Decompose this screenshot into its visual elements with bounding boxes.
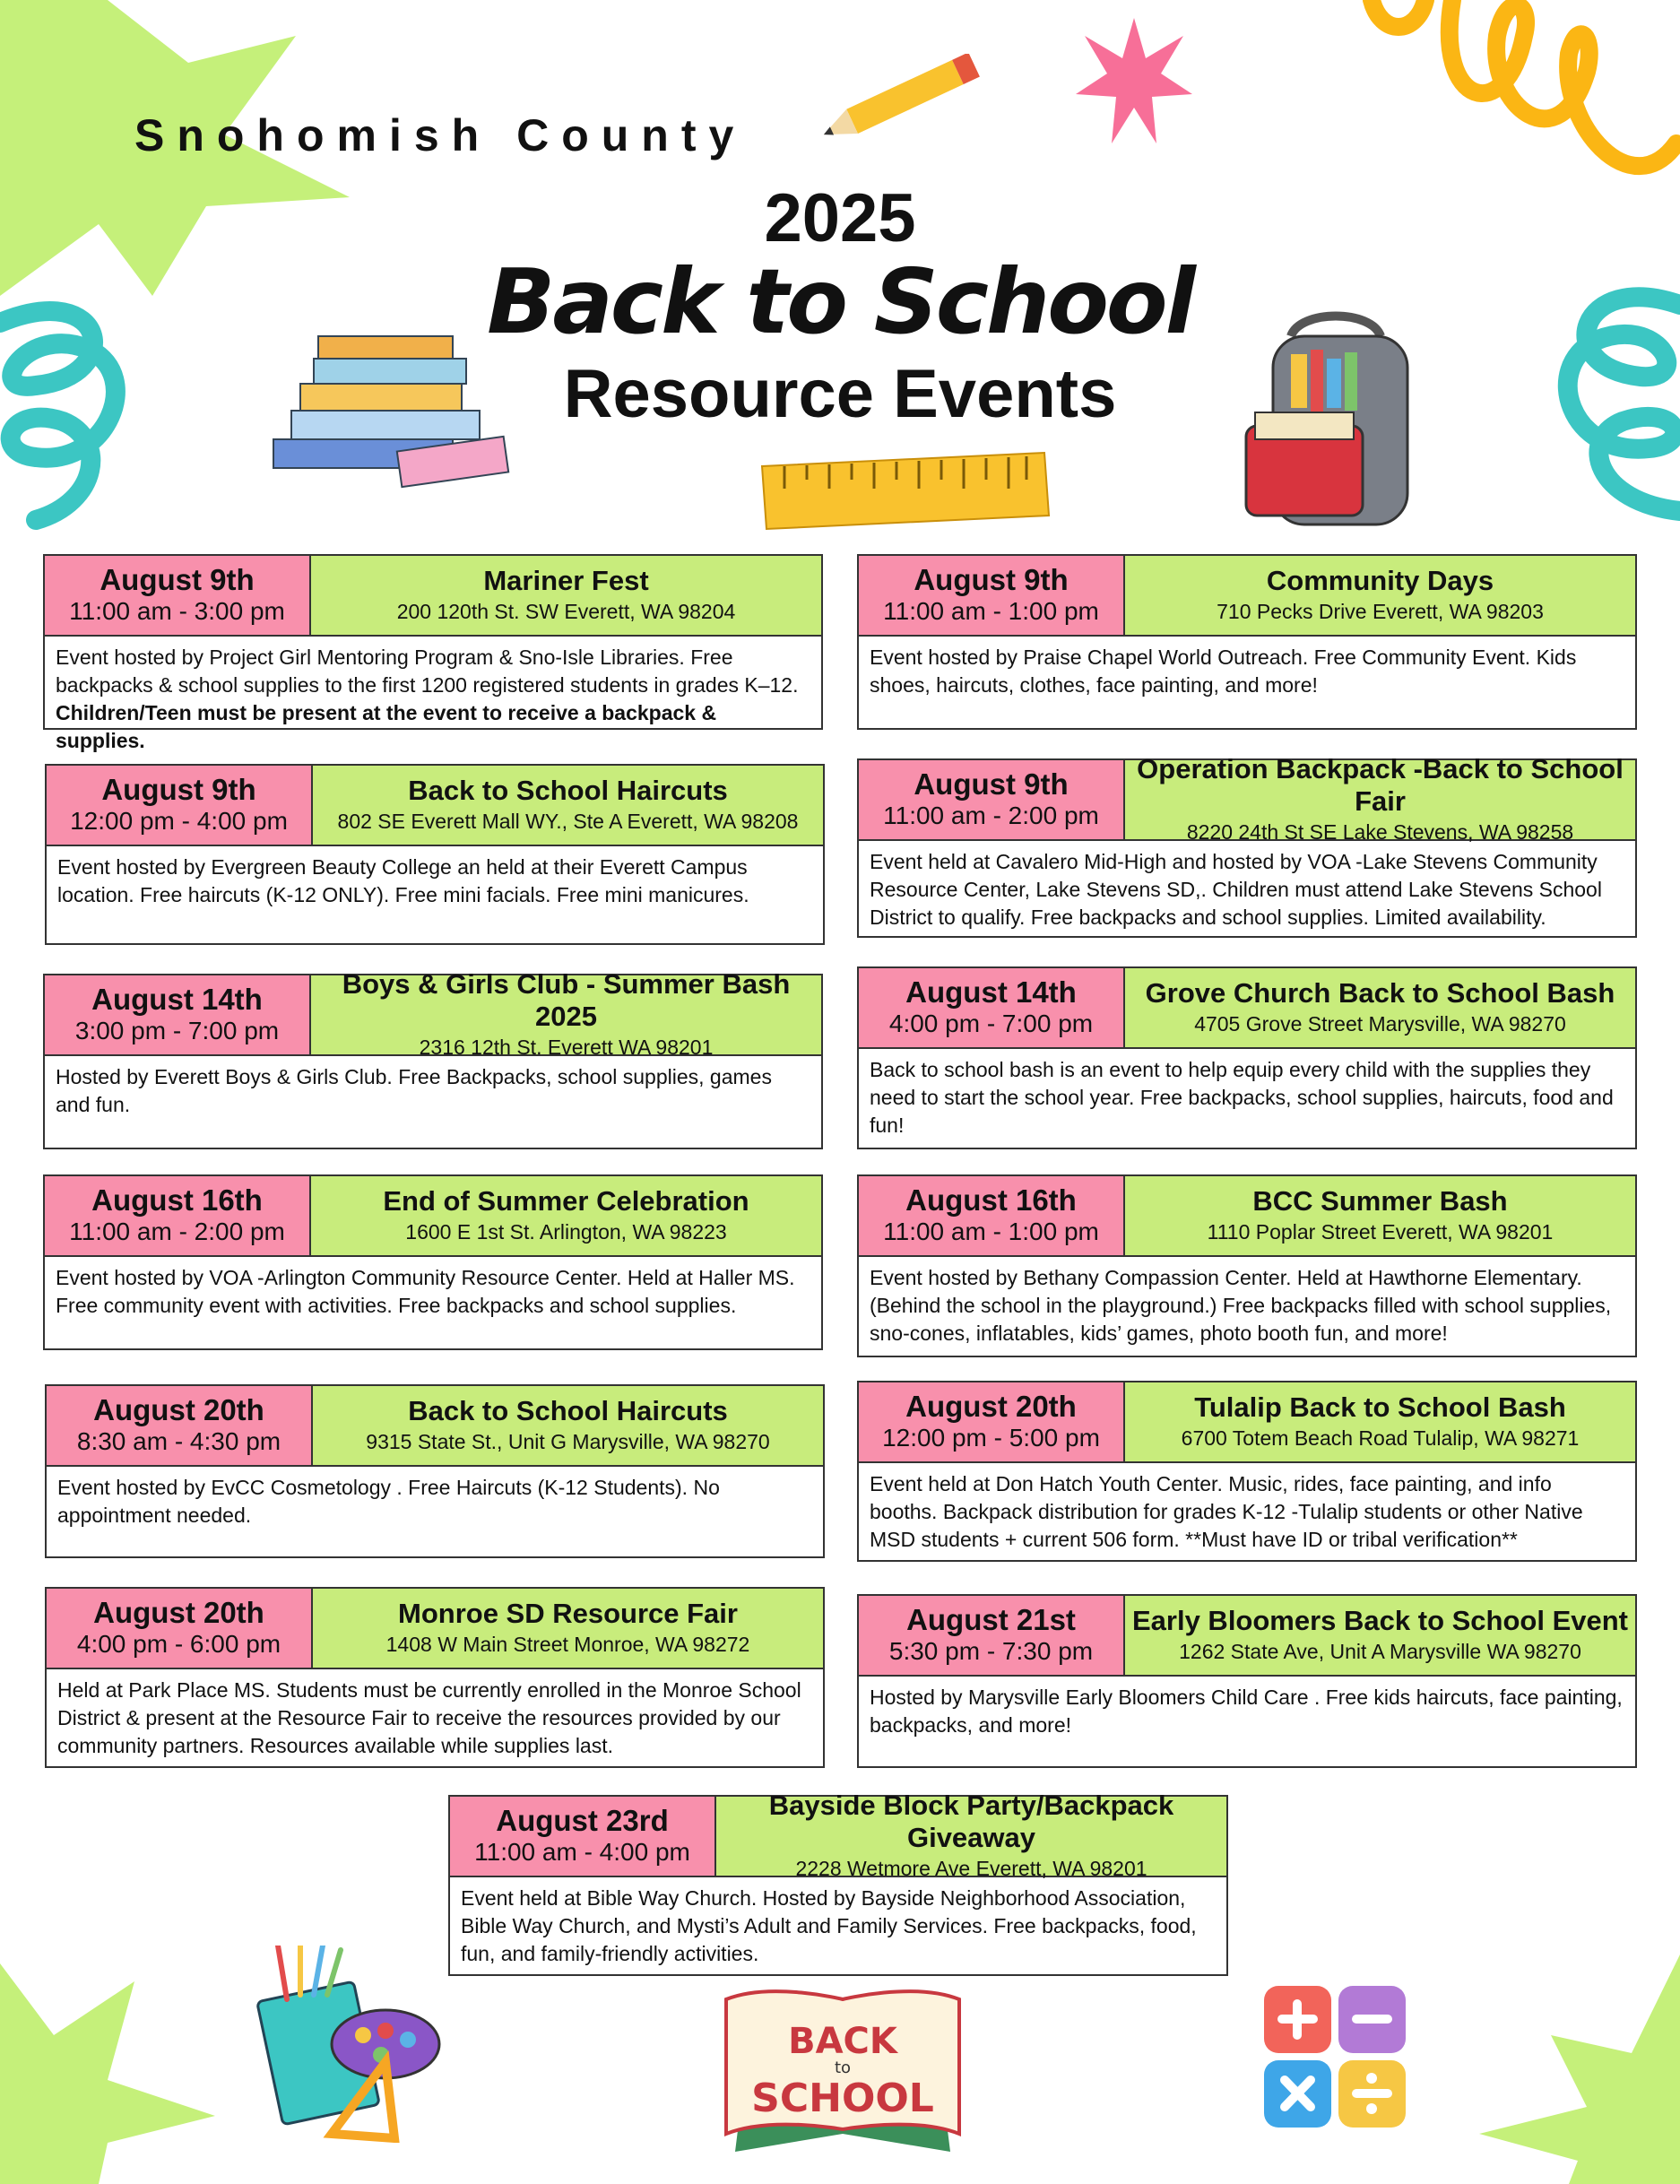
event-card xyxy=(857,554,1637,730)
event-name: BCC Summer Bash xyxy=(1252,1185,1508,1217)
event-address: 8220 24th St SE Lake Stevens, WA 98258 xyxy=(1186,820,1574,844)
event-address: 1408 W Main Street Monroe, WA 98272 xyxy=(385,1633,750,1656)
event-description: Held at Park Place MS. Students must be currently enrolled in the Monroe School District & present at the Resource Fair to receive the resources provided by our community partners. Resources available while supplies last. xyxy=(57,1678,801,1757)
event-address: 1600 E 1st St. Arlington, WA 98223 xyxy=(405,1220,727,1244)
event-address: 6700 Totem Beach Road Tulalip, WA 98271 xyxy=(1181,1426,1580,1450)
event-requirement: Children/Teen must be present at the event to receive a backpack & supplies. xyxy=(56,701,717,752)
page-subtitle: Resource Events xyxy=(563,356,1117,432)
event-date: August 20th xyxy=(93,1596,264,1629)
math-symbols-icon xyxy=(1260,1981,1412,2134)
event-card xyxy=(857,1594,1637,1768)
event-card xyxy=(43,1174,823,1350)
county-name: Snohomish County xyxy=(134,110,747,160)
event-time: 11:00 am - 2:00 pm xyxy=(69,1218,285,1245)
event-time: 4:00 pm - 7:00 pm xyxy=(888,1010,1094,1037)
event-time: 8:30 am - 4:30 pm xyxy=(76,1427,281,1455)
event-name: Back to School Haircuts xyxy=(408,775,728,806)
event-time: 11:00 am - 3:00 pm xyxy=(69,597,285,625)
event-name: End of Summer Celebration xyxy=(383,1185,749,1217)
event-name: Early Bloomers Back to School Event xyxy=(1131,1605,1628,1636)
event-address: 2316 12th St. Everett WA 98201 xyxy=(419,1036,714,1059)
event-address: 9315 State St., Unit G Marysville, WA 98270 xyxy=(366,1430,770,1453)
event-card xyxy=(857,1381,1637,1562)
event-description: Event hosted by EvCC Cosmetology . Free Haircuts (K-12 Students). No appointment needed. xyxy=(57,1476,720,1527)
event-time: 11:00 am - 1:00 pm xyxy=(883,1218,1099,1245)
event-name: Operation Backpack -Back to School Fair xyxy=(1137,753,1624,817)
event-time: 4:00 pm - 6:00 pm xyxy=(76,1630,281,1658)
event-name: Community Days xyxy=(1266,565,1494,596)
event-time: 3:00 pm - 7:00 pm xyxy=(74,1017,280,1044)
event-description: Back to school bash is an event to help equip every child with the supplies they need to start the school year. Free backpacks, school supplies, haircuts, food and fun! xyxy=(870,1058,1614,1137)
event-date: August 21st xyxy=(906,1603,1076,1636)
event-name: Grove Church Back to School Bash xyxy=(1145,977,1615,1009)
event-name: Back to School Haircuts xyxy=(408,1395,728,1426)
event-address: 2228 Wetmore Ave Everett, WA 98201 xyxy=(795,1857,1147,1880)
event-card xyxy=(857,1174,1637,1357)
event-date: August 16th xyxy=(91,1183,263,1217)
back-to-school-badge-icon xyxy=(717,1981,968,2161)
event-date: August 9th xyxy=(914,767,1069,801)
event-name: Mariner Fest xyxy=(483,565,649,596)
event-address: 710 Pecks Drive Everett, WA 98203 xyxy=(1217,600,1544,623)
event-name: Bayside Block Party/Backpack Giveaway xyxy=(768,1790,1174,1853)
event-card xyxy=(43,554,823,752)
event-description: Event held at Cavalero Mid-High and hosted by VOA -Lake Stevens Community Resource Center, Lake Stevens SD,. Children must attend Lake Stevens School District to qualify. Free backpacks and school supplies. Limited availability. xyxy=(870,850,1602,929)
decor-bottom-right-star xyxy=(1452,1954,1680,2184)
event-date: August 9th xyxy=(101,773,256,806)
event-card xyxy=(448,1790,1228,1976)
event-description: Event hosted by Evergreen Beauty College an held at their Everett Campus location. Free haircuts (K-12 ONLY). Free mini facials. Free mini manicures. xyxy=(57,855,749,906)
event-time: 12:00 pm - 4:00 pm xyxy=(70,807,288,835)
badge-text-to: to xyxy=(834,2058,852,2077)
event-date: August 14th xyxy=(91,983,263,1016)
school-supplies-icon xyxy=(251,1946,448,2143)
page-title: Back to School xyxy=(487,249,1193,354)
event-time: 12:00 pm - 5:00 pm xyxy=(882,1424,1100,1452)
event-description: Event hosted by Bethany Compassion Center. Held at Hawthorne Elementary. (Behind the school in the playground.) Free backpacks filled with school supplies, sno-cones, inflatables, kids’ games, photo booth fun, and more! xyxy=(870,1266,1612,1345)
event-description: Event held at Don Hatch Youth Center. Music, rides, face painting, and info booths. Backpack distribution for grades K-12 -Tulalip students or other Native MSD students + current 506 form. **Must have ID or tribal verification** xyxy=(870,1472,1583,1551)
pencil-icon xyxy=(811,54,991,143)
ruler-icon xyxy=(758,448,1053,533)
event-address: 200 120th St. SW Everett, WA 98204 xyxy=(396,600,736,623)
event-description: Event hosted by VOA -Arlington Community Resource Center. Held at Haller MS. Free community event with activities. Free backpacks and school supplies. xyxy=(56,1266,795,1317)
decor-pink-star xyxy=(1076,18,1192,152)
event-card xyxy=(45,1384,825,1558)
event-card xyxy=(857,753,1637,938)
event-card xyxy=(43,968,823,1149)
event-description: Event held at Bible Way Church. Hosted by Bayside Neighborhood Association, Bible Way Church, and Mysti’s Adult and Family Services. Free backpacks, food, fun, and family-friendly activities. xyxy=(461,1886,1197,1965)
event-time: 5:30 pm - 7:30 pm xyxy=(888,1637,1094,1665)
event-description: Event hosted by Project Girl Mentoring Program & Sno-Isle Libraries. Free backpacks & school supplies to the first 1200 registered students in grades K–12. Children/Teen must be present at the event to receive a backpack & supplies. xyxy=(56,646,799,752)
event-name: Tulalip Back to School Bash xyxy=(1194,1391,1566,1423)
event-card xyxy=(45,764,825,945)
event-time: 11:00 am - 1:00 pm xyxy=(883,597,1099,625)
decor-bottom-left-star xyxy=(0,1928,233,2184)
event-card xyxy=(45,1587,825,1768)
event-date: August 9th xyxy=(914,563,1069,596)
event-date: August 20th xyxy=(905,1390,1077,1423)
event-description: Hosted by Everett Boys & Girls Club. Free Backpacks, school supplies, games and fun. xyxy=(56,1065,772,1116)
event-time: 11:00 am - 4:00 pm xyxy=(474,1838,690,1866)
event-date: August 14th xyxy=(905,975,1077,1009)
event-description: Event hosted by Praise Chapel World Outreach. Free Community Event. Kids shoes, haircuts, clothes, face painting, and more! xyxy=(870,646,1577,697)
event-name: Monroe SD Resource Fair xyxy=(398,1598,738,1629)
event-date: August 23rd xyxy=(496,1804,669,1837)
event-date: August 20th xyxy=(93,1393,264,1426)
badge-text-back: BACK xyxy=(788,2021,897,2062)
event-address: 1262 State Ave, Unit A Marysville WA 98270 xyxy=(1179,1640,1581,1663)
event-date: August 16th xyxy=(905,1183,1077,1217)
event-description: Hosted by Marysville Early Bloomers Child Care . Free kids haircuts, face painting, backpacks, and more! xyxy=(870,1686,1623,1737)
badge-text-school: SCHOOL xyxy=(751,2076,934,2121)
event-address: 802 SE Everett Mall WY., Ste A Everett, WA 98208 xyxy=(337,810,799,833)
event-address: 1110 Poplar Street Everett, WA 98201 xyxy=(1207,1220,1554,1244)
event-address: 4705 Grove Street Marysville, WA 98270 xyxy=(1194,1012,1566,1036)
event-card xyxy=(857,966,1637,1149)
event-name: Boys & Girls Club - Summer Bash 2025 xyxy=(342,968,791,1032)
event-year: 2025 xyxy=(764,180,916,256)
event-date: August 9th xyxy=(100,563,255,596)
event-time: 11:00 am - 2:00 pm xyxy=(883,802,1099,829)
